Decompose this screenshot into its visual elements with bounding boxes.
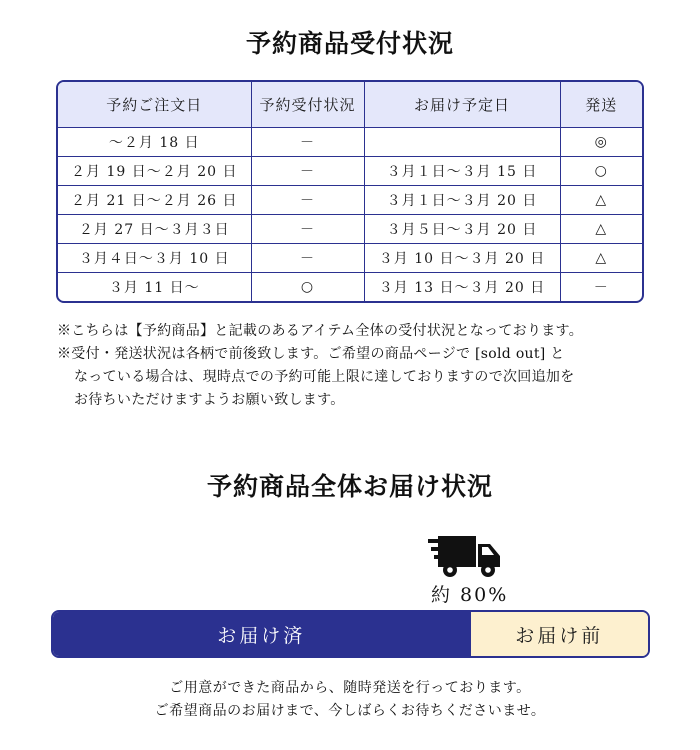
acceptance-cell: － — [251, 127, 364, 156]
acceptance-cell: ○ — [251, 272, 364, 301]
delivery-date-cell — [364, 127, 560, 156]
shipping-cell: △ — [560, 243, 642, 272]
note-line: お待ちいただけますようお願い致します。 — [74, 392, 345, 408]
delivery-truck-icon — [428, 536, 502, 578]
table-row — [58, 185, 642, 214]
shipping-cell: △ — [560, 214, 642, 243]
shipping-cell: △ — [560, 185, 642, 214]
acceptance-cell: － — [251, 185, 364, 214]
table-row — [58, 156, 642, 185]
delivery-date-cell: ３月 13 日～３月 20 日 — [364, 272, 560, 301]
acceptance-cell: － — [251, 243, 364, 272]
pending-label: お届け前 — [515, 624, 604, 647]
reservation-status-table — [56, 80, 644, 303]
table-row — [58, 272, 642, 301]
table-row — [58, 214, 642, 243]
shipping-cell: ○ — [560, 156, 642, 185]
progress-delivered — [53, 612, 470, 656]
delivery-date-cell: ３月５日～３月 20 日 — [364, 214, 560, 243]
acceptance-cell: － — [251, 156, 364, 185]
notes — [57, 320, 657, 412]
progress-pending — [470, 612, 649, 656]
acceptance-cell: － — [251, 214, 364, 243]
footer-message — [0, 677, 700, 723]
order-date-cell: ２月 19 日～２月 20 日 — [58, 156, 251, 185]
reservation-status-title: 予約商品受付状況 — [245, 29, 454, 58]
note-line: ※こちらは【予約商品】と記載のあるアイテム全体の受付状況となっております。 — [57, 323, 584, 339]
order-date-cell: ２月 27 日～３月３日 — [58, 214, 251, 243]
delivered-label: お届け済 — [217, 624, 306, 647]
footer-line: ご希望商品のお届けまで、今しばらくお待ちくださいませ。 — [154, 703, 546, 719]
table-header-row — [58, 82, 642, 127]
order-date-cell: ２月 21 日～２月 26 日 — [58, 185, 251, 214]
header-acceptance-status: 予約受付状況 — [251, 82, 364, 127]
header-delivery-date: お届け予定日 — [364, 82, 560, 127]
delivery-date-cell: ３月 10 日～３月 20 日 — [364, 243, 560, 272]
delivery-progress-bar — [51, 610, 650, 658]
shipping-cell: － — [593, 279, 609, 296]
order-date-cell: ～２月 18 日 — [58, 127, 251, 156]
delivery-status-title: 予約商品全体お届け状況 — [206, 472, 493, 501]
note-line: ※受付・発送状況は各柄で前後致します。ご希望の商品ページで [sold out] と — [57, 346, 565, 362]
shipping-cell: ◎ — [560, 127, 642, 156]
header-shipping: 発送 — [560, 82, 642, 127]
delivery-date-cell: ３月１日～３月 15 日 — [364, 156, 560, 185]
table-row — [58, 243, 642, 272]
order-date-cell: ３月４日～３月 10 日 — [58, 243, 251, 272]
delivery-percent-label: 約 80% — [431, 584, 509, 606]
header-order-date: 予約ご注文日 — [58, 82, 251, 127]
order-date-cell: ３月 11 日～ — [58, 272, 251, 301]
table-row — [58, 127, 642, 156]
note-line: なっている場合は、現時点での予約可能上限に達しておりますので次回追加を — [74, 369, 575, 385]
delivery-date-cell: ３月１日～３月 20 日 — [364, 185, 560, 214]
footer-line: ご用意ができた商品から、随時発送を行っております。 — [169, 680, 531, 696]
